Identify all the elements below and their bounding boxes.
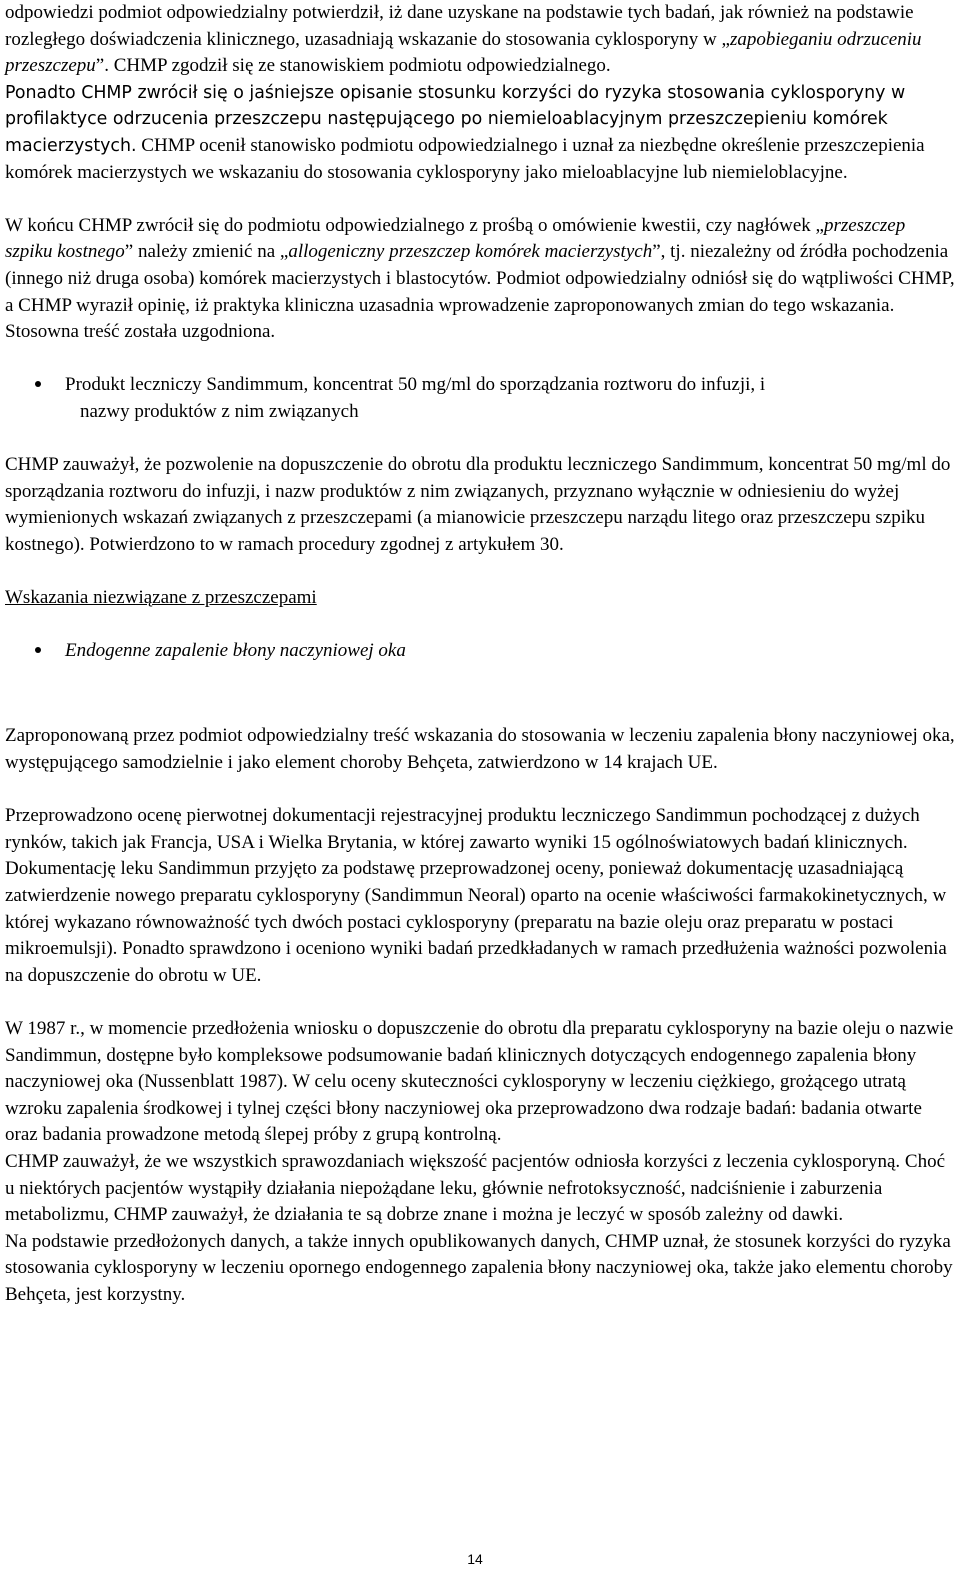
bullet-1-line-1: Produkt leczniczy Sandimmum, koncentrat 50 mg/ml do sporządzania roztworu do infuzji, i: [65, 374, 766, 396]
paragraph-3-italic-1: przeszczep szpiku kostnego: [5, 214, 906, 263]
bullet-2-text: Endogenne zapalenie błony naczyniowej oka: [65, 640, 406, 662]
paragraph-2-rest: CHMP ocenił stanowisko podmiotu odpowiedzialnego i uznał za niezbędne określenie przeszczepienia komórek macierzystych we wskazaniu do stosowania cyklosporyny jako mieloablacyjne lub niemieloblacyjne.: [5, 134, 925, 183]
paragraph-1-text-a: odpowiedzi podmiot odpowiedzialny potwierdził, iż dane uzyskane na podstawie tych badań, jak również na podstawie rozległego doświadczenia klinicznego, uzasadniają wskazanie do stosowania cyklosporyny w „: [5, 2, 914, 50]
paragraph-3: [5, 213, 955, 346]
paragraph-2-sans-text: Ponadto CHMP zwrócił się o jaśniejsze opisanie stosunku korzyści do ryzyka stosowania cyklosporyny w profilaktyce odrzucenia przeszczepu następującego po niemieloablacyjnym przeszczepieniu komórek macierzystych.: [5, 82, 906, 156]
paragraph-4: CHMP zauważył, że pozwolenie na dopuszczenie do obrotu dla produktu leczniczego Sandimmum, koncentrat 50 mg/ml do sporządzania roztworu do infuzji, i nazw produktów z nim związanych, przyznano wyłącznie w odniesieniu do wyżej wymienionych wskazań związanych z przeszczepami (a mianowicie przeszczepu narządu litego oraz przeszczepu szpiku kostnego). Potwierdzono to w ramach procedury zgodnej z artykułem 30.: [5, 454, 951, 555]
paragraph-9: Na podstawie przedłożonych danych, a także innych opublikowanych danych, CHMP uznał, że stosunek korzyści do ryzyka stosowania cyklosporyny w leczeniu opornego endogennego zapalenia błony naczyniowej oka, także jako elementu choroby Behçeta, jest korzystny.: [5, 1230, 953, 1305]
bullet-item-uveitis: [35, 638, 955, 665]
paragraph-6: Przeprowadzono ocenę pierwotnej dokumentacji rejestracyjnej produktu leczniczego Sandimmun pochodzącej z dużych rynków, takich jak Francja, USA i Wielka Brytania, w której zawarto wyniki 15 ogólnoświatowych badań klinicznych. Dokumentację leku Sandimmun przyjęto za podstawę przeprowadzonej oceny, ponieważ dokumentację uzasadniającą zatwierdzenie nowego preparatu cyklosporyny (Sandimmun Neoral) oparto na ocenie właściwości farmakokinetycznych, w której wykazano równoważność tych dwóch postaci cyklosporyny (preparatu na bazie oleju oraz preparatu w postaci mikroemulsji). Ponadto sprawdzono i oceniono wyniki badań przedkładanych w ramach przedłużenia ważności pozwolenia na dopuszczenie do obrotu w UE.: [5, 805, 947, 986]
paragraph-3-text-c: ”, tj. niezależny od źródła pochodzenia (innego niż druga osoba) komórek macierzystych i blastocytów. Podmiot odpowiedzialny odniósł się do wątpliwości CHMP, a CHMP wyraził opinię, iż praktyka kliniczna uzasadnia wprowadzenie zaproponowanych zmian do tego wskazania. Stosowna treść została uzgodniona.: [5, 241, 955, 343]
bullet-dot-icon: [35, 372, 65, 425]
document-page: [5, 0, 955, 1309]
page-number: 14: [467, 1551, 483, 1567]
paragraph-5: Zaproponowaną przez podmiot odpowiedzialny treść wskazania do stosowania w leczeniu zapalenia błony naczyniowej oka, występującego samodzielnie i jako element choroby Behçeta, zatwierdzono w 14 krajach UE.: [5, 725, 955, 774]
paragraph-3-text-b: ” należy zmienić na „: [124, 241, 289, 263]
section-heading: [5, 585, 955, 612]
bullet-item-sandimmum: [35, 372, 955, 425]
bullet-dot-icon: [35, 638, 65, 665]
paragraph-1-text-b: ”. CHMP zgodził się ze stanowiskiem podmiotu odpowiedzialnego.: [95, 55, 611, 77]
paragraph-2: [5, 80, 955, 186]
paragraph-8: CHMP zauważył, że we wszystkich sprawozdaniach większość pacjentów odniosła korzyści z leczenia cyklosporyną. Choć u niektórych pacjentów wystąpiły działania niepożądane leku, głównie nefrotoksyczność, nadciśnienie i zaburzenia metabolizmu, CHMP zauważył, że działania te są dobrze znane i można je leczyć w sposób zależny od dawki.: [5, 1150, 946, 1226]
bullet-1-line-2: nazwy produktów z nim związanych: [80, 400, 359, 422]
paragraph-3-text-a: W końcu CHMP zwrócił się do podmiotu odpowiedzialnego z prośbą o omówienie kwestii, czy nagłówek „: [5, 214, 824, 236]
section-heading-text: Wskazania niezwiązane z przeszczepami: [5, 587, 317, 609]
paragraph-7: W 1987 r., w momencie przedłożenia wniosku o dopuszczenie do obrotu dla preparatu cyklosporyny na bazie oleju o nazwie Sandimmun, dostępne było kompleksowe podsumowanie badań klinicznych dotyczących endogennego zapalenia błony naczyniowej oka (Nussenblatt 1987). W celu oceny skuteczności cyklosporyny w leczeniu ciężkiego, grożącego utratą wzroku zapalenia środkowej i tylnej części błony naczyniowej oka przeprowadzono dwa rodzaje badań: badania otwarte oraz badania prowadzone metodą ślepej próby z grupą kontrolną.: [5, 1017, 954, 1146]
paragraph-3-italic-2: allogeniczny przeszczep komórek macierzystych: [288, 241, 653, 263]
paragraph-1: [5, 0, 955, 80]
paragraph-1-italic: zapobieganiu odrzuceniu przeszczepu: [5, 28, 922, 77]
